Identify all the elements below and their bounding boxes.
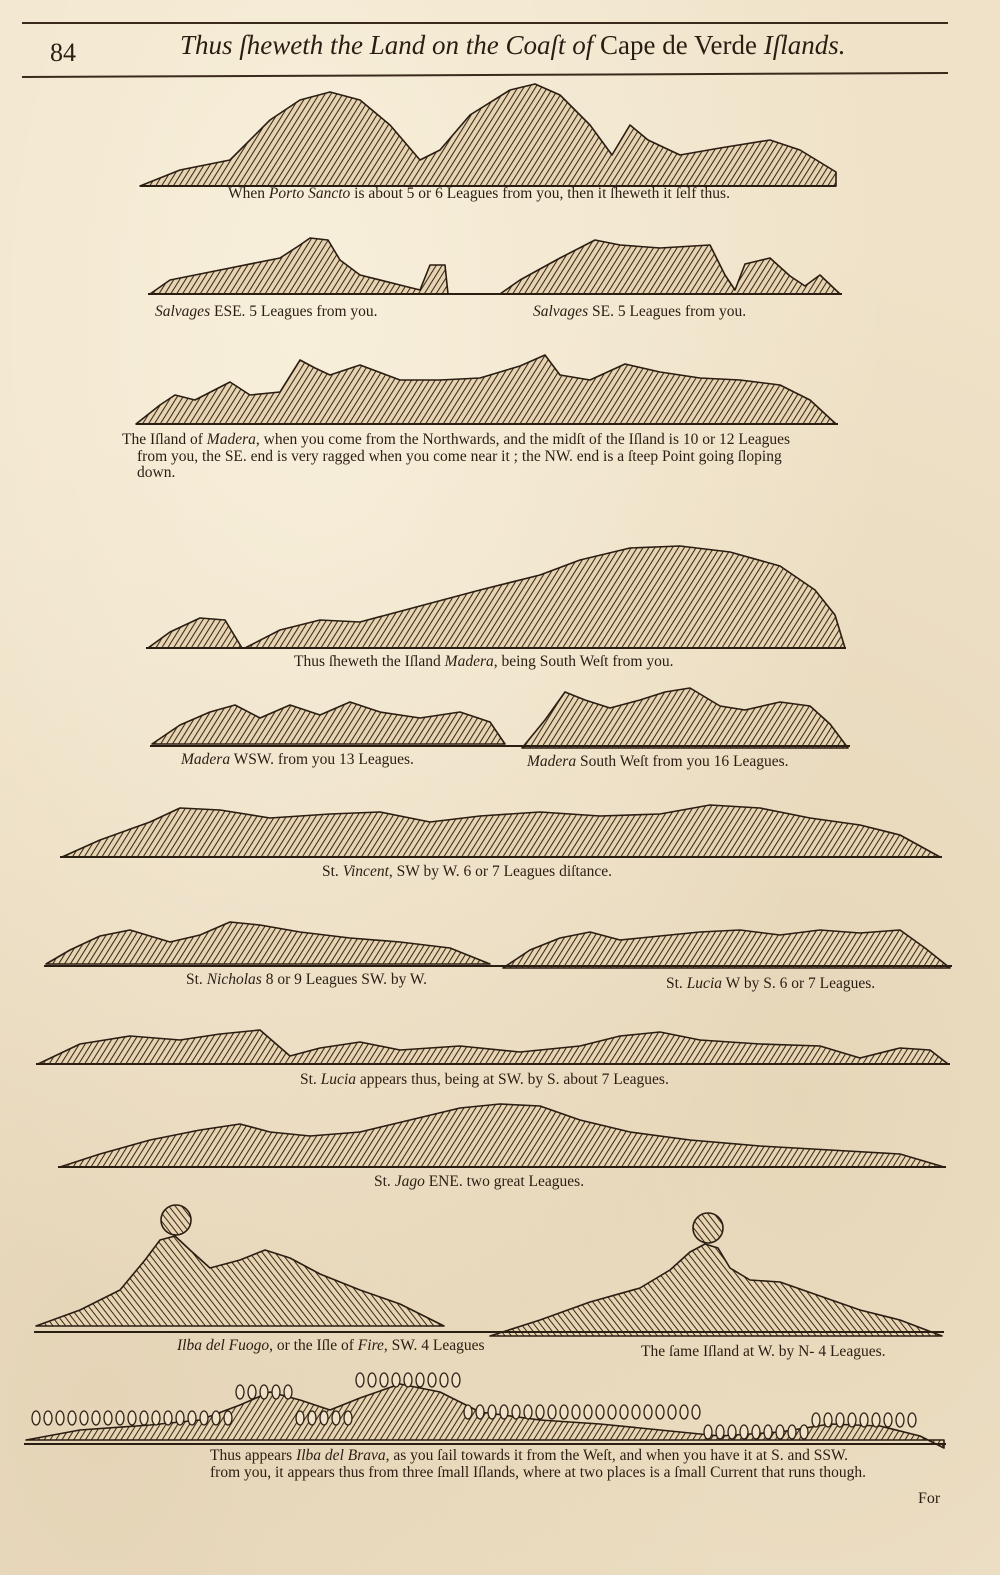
page-title-end: Iſlands. [763,30,846,60]
caption-madera-sw [294,652,673,671]
brava-tree-mark [872,1413,880,1427]
caption-st-jago [374,1172,584,1191]
brava-tree-mark [476,1405,484,1419]
brava-tree-mark [812,1413,820,1427]
brava-tree-mark [188,1411,196,1425]
brava-tree-mark [620,1405,628,1419]
fuogo-2-smoke-puff [693,1213,723,1243]
madera-south-west-profile [522,688,848,748]
caption-text: ESE. 5 Leagues from you. [210,303,378,320]
caption-text: 8 or 9 Leagues SW. by W. [261,971,427,988]
brava-tree-mark [236,1385,244,1399]
brava-tree-mark [524,1405,532,1419]
salvages-se-profile [500,240,840,294]
brava-tree-mark [584,1405,592,1419]
brava-tree-mark [344,1411,352,1425]
brava-tree-mark [644,1405,652,1419]
caption-brava-2 [210,1463,866,1482]
caption-st-lucia-2 [300,1070,669,1089]
brava-tree-mark [392,1373,400,1387]
brava-tree-mark [512,1405,520,1419]
brava-tree-mark [92,1411,100,1425]
caption-fuogo-1 [177,1336,485,1355]
brava-tree-mark [380,1373,388,1387]
caption-text: , or the Iſle of [269,1337,358,1354]
brava-tree-mark [704,1425,712,1439]
caption-text: is about 5 or 6 Leagues from you, then it ſheweth it ſelf thus. [350,185,730,202]
salvages-ese-profile [150,238,448,294]
caption-text: , being South Weſt from you. [493,653,674,670]
caption-madera-south-west [527,752,789,771]
caption-salvages-se [533,302,746,321]
caption-text: WSW. from you 13 Leagues. [230,751,414,768]
brava-tree-mark [320,1411,328,1425]
brava-tree-mark [140,1411,148,1425]
st-lucia-2-profile [38,1030,948,1064]
caption-text: W by S. 6 or 7 Leagues. [722,975,876,992]
brava-tree-mark [368,1373,376,1387]
brava-tree-mark [692,1405,700,1419]
porto-santo-profile [140,84,836,186]
brava-tree-mark [560,1405,568,1419]
caption-text: Salvages [155,303,211,320]
caption-text: , when you come from the Northwards, and the midſt of the Iſland is 10 or 12 Leagues [255,431,791,448]
brava-tree-mark [608,1405,616,1419]
brava-tree-mark [740,1425,748,1439]
caption-fuogo-2 [641,1342,885,1361]
brava-tree-mark [116,1411,124,1425]
caption-text: The Iſland of [122,431,207,448]
brava-tree-mark [788,1425,796,1439]
caption-text: Ilba del Fuogo [177,1337,270,1354]
caption-text: appears thus, being at SW. by S. about 7 Leagues. [356,1071,669,1088]
brava-tree-mark [332,1411,340,1425]
brava-tree-mark [452,1373,460,1387]
madera-north-profile [136,355,836,424]
brava-tree-mark [128,1411,136,1425]
brava-tree-mark [32,1411,40,1425]
caption-text: Madera [181,751,231,768]
st-vincent-profile [62,805,940,857]
caption-text: , SW. 4 Leagues [383,1337,485,1354]
page-title-roman: Cape de Verde [600,30,757,60]
brava-tree-mark [164,1411,172,1425]
fuogo-1-smoke-puff [161,1205,191,1235]
caption-text: Fire [357,1337,384,1354]
brava-tree-mark [404,1373,412,1387]
caption-text: St. [666,975,687,992]
brava-tree-mark [548,1405,556,1419]
caption-text: St. [322,863,343,880]
brava-tree-mark [464,1405,472,1419]
brava-tree-mark [860,1413,868,1427]
caption-text: Madera [206,431,256,448]
brava-tree-mark [356,1373,364,1387]
caption-salvages-ese [155,302,378,321]
fuogo-1-profile [36,1236,444,1326]
caption-text: ENE. two great Leagues. [424,1173,585,1190]
brava-tree-mark [908,1413,916,1427]
caption-text: from you, it appears thus from three ſmall Iſlands, where at two places is a ſmall Current that runs though. [210,1464,867,1481]
brava-tree-mark [200,1411,208,1425]
brava-tree-mark [596,1405,604,1419]
brava-tree-mark [296,1411,304,1425]
brava-tree-mark [272,1385,280,1399]
brava-tree-mark [224,1411,232,1425]
caption-madera-wsw [181,750,414,769]
brava-tree-mark [260,1385,268,1399]
brava-tree-mark [836,1413,844,1427]
brava-tree-mark [668,1405,676,1419]
caption-text: Thus ſheweth the Iſland [294,653,445,670]
madera-wsw-profile [152,702,505,744]
brava-tree-mark [752,1425,760,1439]
caption-text: Jago [394,1173,425,1190]
caption-text: South Weſt from you 16 Leagues. [576,753,789,770]
brava-tree-mark [500,1405,508,1419]
caption-text: down. [137,464,176,481]
page-title-italic: Thus ſheweth the Land on the Coaſt of [180,30,594,60]
brava-tree-mark [152,1411,160,1425]
caption-text: St. [186,971,207,988]
caption-st-lucia-1 [666,974,875,993]
brava-tree-mark [536,1405,544,1419]
caption-st-vincent [322,862,612,881]
fuogo-2-profile [490,1244,942,1336]
caption-madera-north-2 [137,447,782,466]
brava-tree-mark [416,1373,424,1387]
brava-tree-mark [68,1411,76,1425]
caption-text: Lucia [686,975,722,992]
caption-text: St. [300,1071,321,1088]
catchword: For [918,1490,941,1507]
madera-sw-islet [148,618,242,648]
brava-tree-mark [680,1405,688,1419]
brava-tree-mark [572,1405,580,1419]
brava-tree-mark [212,1411,220,1425]
madera-sw-profile [245,546,845,648]
brava-tree-mark [776,1425,784,1439]
caption-text: Ilba del Brava [296,1447,386,1464]
caption-text: Vincent [342,863,389,880]
caption-text: The ſame Iſland at W. by N- 4 Leagues. [641,1343,886,1360]
brava-tree-mark [848,1413,856,1427]
brava-tree-mark [884,1413,892,1427]
st-lucia-1-profile [503,930,950,968]
brava-tree-mark [44,1411,52,1425]
caption-text: Thus appears [210,1447,297,1464]
page-number: 84 [50,38,76,67]
brava-tree-mark [824,1413,832,1427]
brava-tree-mark [764,1425,772,1439]
caption-madera-north-3 [137,463,175,482]
brava-tree-mark [176,1411,184,1425]
st-nicholas-profile [46,922,490,964]
brava-tree-mark [56,1411,64,1425]
brava-tree-mark [428,1373,436,1387]
brava-tree-mark [104,1411,112,1425]
brava-tree-mark [284,1385,292,1399]
caption-text: , SW by W. 6 or 7 Leagues diſtance. [388,863,613,880]
brava-tree-mark [248,1385,256,1399]
caption-text: Madera [527,753,577,770]
brava-tree-mark [440,1373,448,1387]
caption-porto-santo [228,184,730,203]
caption-text: When [228,185,269,202]
brava-tree-mark [308,1411,316,1425]
caption-text: Porto Sancto [268,185,351,202]
caption-text: Madera [444,653,494,670]
caption-text: Salvages [533,303,589,320]
caption-text: St. [374,1173,395,1190]
brava-tree-mark [800,1425,808,1439]
caption-text: from you, the SE. end is very ragged when you come near it ; the NW. end is a ſteep Point going ſloping [137,448,782,465]
caption-text: , as you ſail towards it from the Weſt, and when you have it at S. and SSW. [385,1447,849,1464]
brava-tree-mark [716,1425,724,1439]
brava-tree-mark [728,1425,736,1439]
caption-text: SE. 5 Leagues from you. [588,303,747,320]
brava-tree-mark [656,1405,664,1419]
caption-text: Nicholas [206,971,262,988]
brava-tree-mark [488,1405,496,1419]
caption-text: Lucia [320,1071,356,1088]
caption-st-nicholas [186,970,427,989]
brava-tree-mark [632,1405,640,1419]
brava-tree-mark [80,1411,88,1425]
st-jago-profile [60,1104,944,1167]
brava-tree-mark [896,1413,904,1427]
